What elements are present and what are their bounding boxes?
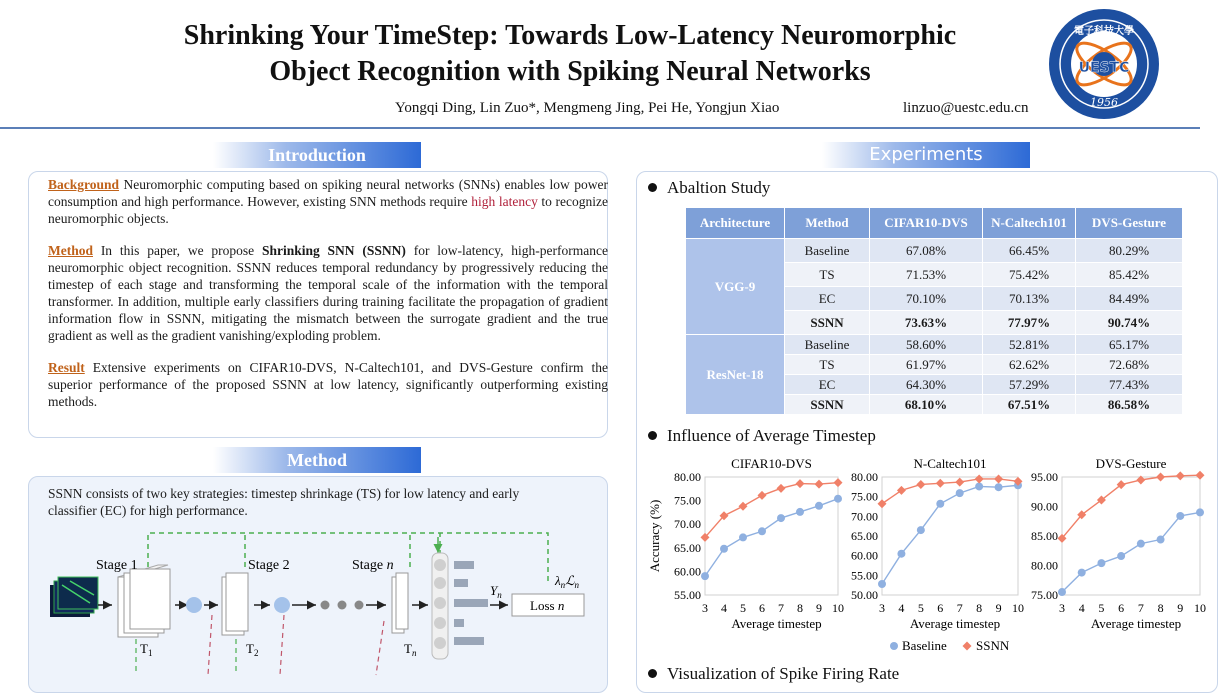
data-point-baseline [1097,559,1105,567]
timestep-charts [640,450,1206,660]
logo-top-text: 電子科技大學 [1074,26,1134,37]
x-tick-label: 9 [995,601,1002,615]
series-line-baseline [1062,512,1200,592]
data-point-ssnn [936,479,945,488]
x-tick-label: 5 [740,601,746,615]
timestep-title: Influence of Average Timestep [648,426,876,446]
result-paragraph [48,359,608,410]
logo-year: 1956 [1090,96,1118,109]
x-tick-label: 7 [778,601,784,615]
x-axis-label: Average timestep [731,616,822,631]
temporal-transformer-2 [274,597,290,613]
t2-label: $T_2$ [246,641,259,658]
col-method: Method [785,208,870,239]
uestc-logo [1048,8,1160,120]
data-point-baseline [936,500,944,508]
data-point-baseline [720,545,728,553]
x-tick-label: 10 [1194,601,1206,615]
y-axis-label: Accuracy (%) [647,499,662,573]
table-row: TS 61.97% 62.62% 72.68% [686,355,1183,375]
visualization-title: Visualization of Spike Firing Rate [648,664,899,684]
method-diagram [40,525,600,675]
y-tick-label: 90.00 [1031,499,1058,514]
title-line-2: Object Recognition with Spiking Neural Networks [269,56,871,87]
data-point-ssnn [955,478,964,487]
y-tick-label: 75.00 [674,493,701,508]
result-keyword: Result [48,360,85,375]
data-point-baseline [878,580,886,588]
introduction-heading: Introduction [213,142,421,168]
col-gesture: DVS-Gesture [1076,208,1183,239]
ablation-title: Abaltion Study [648,178,770,198]
y-tick-label: 50.00 [851,588,878,602]
data-point-ssnn [916,480,925,489]
stage1-block [118,565,170,637]
data-point-baseline [1078,569,1086,577]
method-keyword: Method [48,243,93,258]
y-label: $Y_n$ [490,583,502,600]
series-line-ssnn [1062,475,1200,538]
x-tick-label: 9 [816,601,822,615]
introduction-text [48,176,608,425]
chart-title: DVS-Gesture [1095,456,1167,471]
x-tick-label: 3 [1059,601,1065,615]
background-highlight: high latency [471,194,538,209]
x-tick-label: 4 [898,601,905,615]
contact-email: linzuo@uestc.edu.cn [903,100,1029,116]
data-point-baseline [1117,552,1125,560]
data-point-baseline [739,533,747,541]
method-summary: SSNN consists of two key strategies: timestep shrinkage (TS) for low latency and early classifier (EC) for high performance. [48,486,520,518]
data-point-ssnn [1156,473,1165,482]
y-tick-label: 55.00 [851,568,878,583]
x-axis-label: Average timestep [1090,616,1182,631]
table-row: SSNN 68.10% 67.51% 86.58% [686,395,1183,415]
x-tick-label: 6 [1118,601,1125,615]
col-ncaltech: N-Caltech101 [983,208,1076,239]
y-tick-label: 60.00 [674,564,701,579]
method-text-a: In this paper, we propose [93,243,262,258]
header-divider [0,127,1200,129]
x-tick-label: 10 [832,601,844,615]
table-row: EC 64.30% 57.29% 77.43% [686,375,1183,395]
ablation-table [685,207,1183,415]
bullet-icon [648,183,657,192]
chart-panel-2 [851,456,1024,631]
series-line-ssnn [705,483,838,538]
table-row: EC 70.10% 70.13% 84.49% [686,287,1183,311]
x-tick-label: 6 [759,601,765,615]
x-axis-label: Average timestep [909,616,1001,631]
data-point-ssnn [897,486,906,495]
x-tick-label: 9 [1177,601,1184,615]
data-point-ssnn [796,479,805,488]
y-tick-label: 75.00 [1031,588,1058,602]
data-point-ssnn [758,491,767,500]
table-row: SSNN 73.63% 77.97% 90.74% [686,311,1183,335]
tn-label: $T_n$ [404,641,417,658]
chart-panel-1 [647,456,844,631]
background-text-a: Neuromorphic computing based on spiking neural networks (SNNs) enables low power consumption and high performance. However, existing SNN methods require [48,177,608,209]
ellipsis-dots [321,601,364,610]
y-tick-label: 85.00 [1031,529,1058,543]
stage2-label: Stage 2 [248,558,290,573]
method-paragraph [48,242,608,344]
stage2-block [222,573,248,635]
method-text-b: for low-latency, high-performance neuromorphic object recognition. SSNN reduces temporal redundancy by progressively reducing the timestep of each stage and transforming the temporal scale of the information with the temporal transformer. In addition, multiple early classifiers during training facilitate the propagation of gradient information flow in SSNN, mitigating the mismatch between the surrogate gradient and the true gradient as well as the gradient vanishing/exploding problem. [48,243,609,343]
arch-resnet18: ResNet-18 [686,335,785,415]
experiments-heading: Experiments [822,142,1030,168]
logo-center-text: UESTC [1078,60,1130,76]
x-tick-label: 10 [1012,601,1024,615]
data-point-ssnn [815,480,824,489]
lambda-loss-label: $\lambda_nℒ_n$ [555,573,580,590]
y-tick-label: 80.00 [674,470,701,484]
chart-legend [890,638,1010,653]
background-keyword: Background [48,177,120,192]
x-tick-label: 7 [956,601,963,615]
y-tick-label: 65.00 [851,529,878,543]
data-point-baseline [897,550,905,558]
loss-label: Loss n [530,598,565,613]
data-point-baseline [1137,540,1145,548]
stagen-block [392,573,408,633]
stagen-label: Stage n [352,558,394,573]
temporal-transformer-1 [186,597,202,613]
x-tick-label: 4 [721,601,727,615]
table-row: ResNet-18 Baseline 58.60% 52.81% 65.17% [686,335,1183,355]
plot-frame [705,477,838,595]
data-point-baseline [1196,508,1204,516]
series-line-baseline [882,485,1018,584]
table-row: VGG-9 Baseline 67.08% 66.45% 80.29% [686,239,1183,263]
legend-marker-baseline [890,642,898,650]
bullet-icon [648,431,657,440]
data-point-ssnn [777,484,786,493]
method-heading: Method [213,447,421,473]
data-point-ssnn [834,478,843,487]
y-tick-label: 65.00 [674,540,701,555]
x-tick-label: 8 [797,601,803,615]
legend-marker-ssnn [963,642,972,651]
data-point-baseline [917,526,925,534]
title-line-1: Shrinking Your TimeStep: Towards Low-Latency Neuromorphic [183,20,957,51]
x-tick-label: 3 [879,601,885,615]
y-tick-label: 70.00 [851,509,878,524]
y-tick-label: 80.00 [1031,558,1058,573]
t1-label: $T_1$ [140,641,153,658]
col-architecture: Architecture [686,208,785,239]
data-point-ssnn [994,474,1003,483]
y-tick-label: 95.00 [1031,470,1058,484]
data-point-baseline [1058,588,1066,596]
chart-panel-3 [1031,456,1206,631]
series-line-baseline [705,499,838,576]
data-point-baseline [815,502,823,510]
data-point-baseline [975,482,983,490]
data-point-baseline [995,483,1003,491]
data-point-ssnn [878,499,887,508]
data-point-baseline [796,508,804,516]
table-row: TS 71.53% 75.42% 85.42% [686,263,1183,287]
y-tick-label: 80.00 [851,470,878,484]
x-tick-label: 6 [937,601,944,615]
x-tick-label: 7 [1137,601,1144,615]
paper-title [150,18,990,90]
early-classifier-paths [148,533,548,585]
data-point-baseline [777,514,785,522]
x-tick-label: 5 [917,601,924,615]
bullet-icon [648,669,657,678]
legend-label-ssnn: SSNN [976,638,1010,653]
background-text-b: to recognize neuromorphic objects. [48,194,608,226]
event-input-icon [50,577,98,617]
data-point-baseline [1157,536,1165,544]
chart-title: N-Caltech101 [913,456,987,471]
data-point-ssnn [975,474,984,483]
plot-frame [1062,477,1200,595]
chart-title: CIFAR10-DVS [731,456,812,471]
x-tick-label: 8 [1157,601,1164,615]
method-bold: Shrinking SNN (SSNN) [261,243,406,258]
data-point-baseline [758,527,766,535]
stage1-label: Stage 1 [96,558,138,573]
arch-vgg9: VGG-9 [686,239,785,335]
y-tick-label: 60.00 [851,548,878,563]
data-point-baseline [701,572,709,580]
x-tick-label: 4 [1078,601,1085,615]
background-paragraph [48,176,608,227]
x-tick-label: 3 [702,601,708,615]
author-list: Yongqi Ding, Lin Zuo*, Mengmeng Jing, Pei He, Yongjun Xiao [395,100,780,116]
data-point-baseline [956,489,964,497]
col-cifar: CIFAR10-DVS [870,208,983,239]
y-tick-label: 75.00 [851,489,878,504]
output-bars [454,561,488,645]
classifier-neurons [432,553,448,659]
data-point-ssnn [1176,471,1185,480]
result-text: Extensive experiments on CIFAR10-DVS, N-Caltech101, and DVS-Gesture confirm the superior performance of the proposed SSNN at low latency, significantly outperforming existing methods. [48,360,608,409]
legend-label-baseline: Baseline [902,638,947,653]
x-tick-label: 5 [1098,601,1105,615]
x-tick-label: 8 [976,601,983,615]
y-tick-label: 70.00 [674,517,701,532]
y-tick-label: 55.00 [674,588,701,602]
data-point-ssnn [739,502,748,511]
data-point-baseline [834,495,842,503]
plot-frame [882,477,1018,595]
data-point-baseline [1176,512,1184,520]
